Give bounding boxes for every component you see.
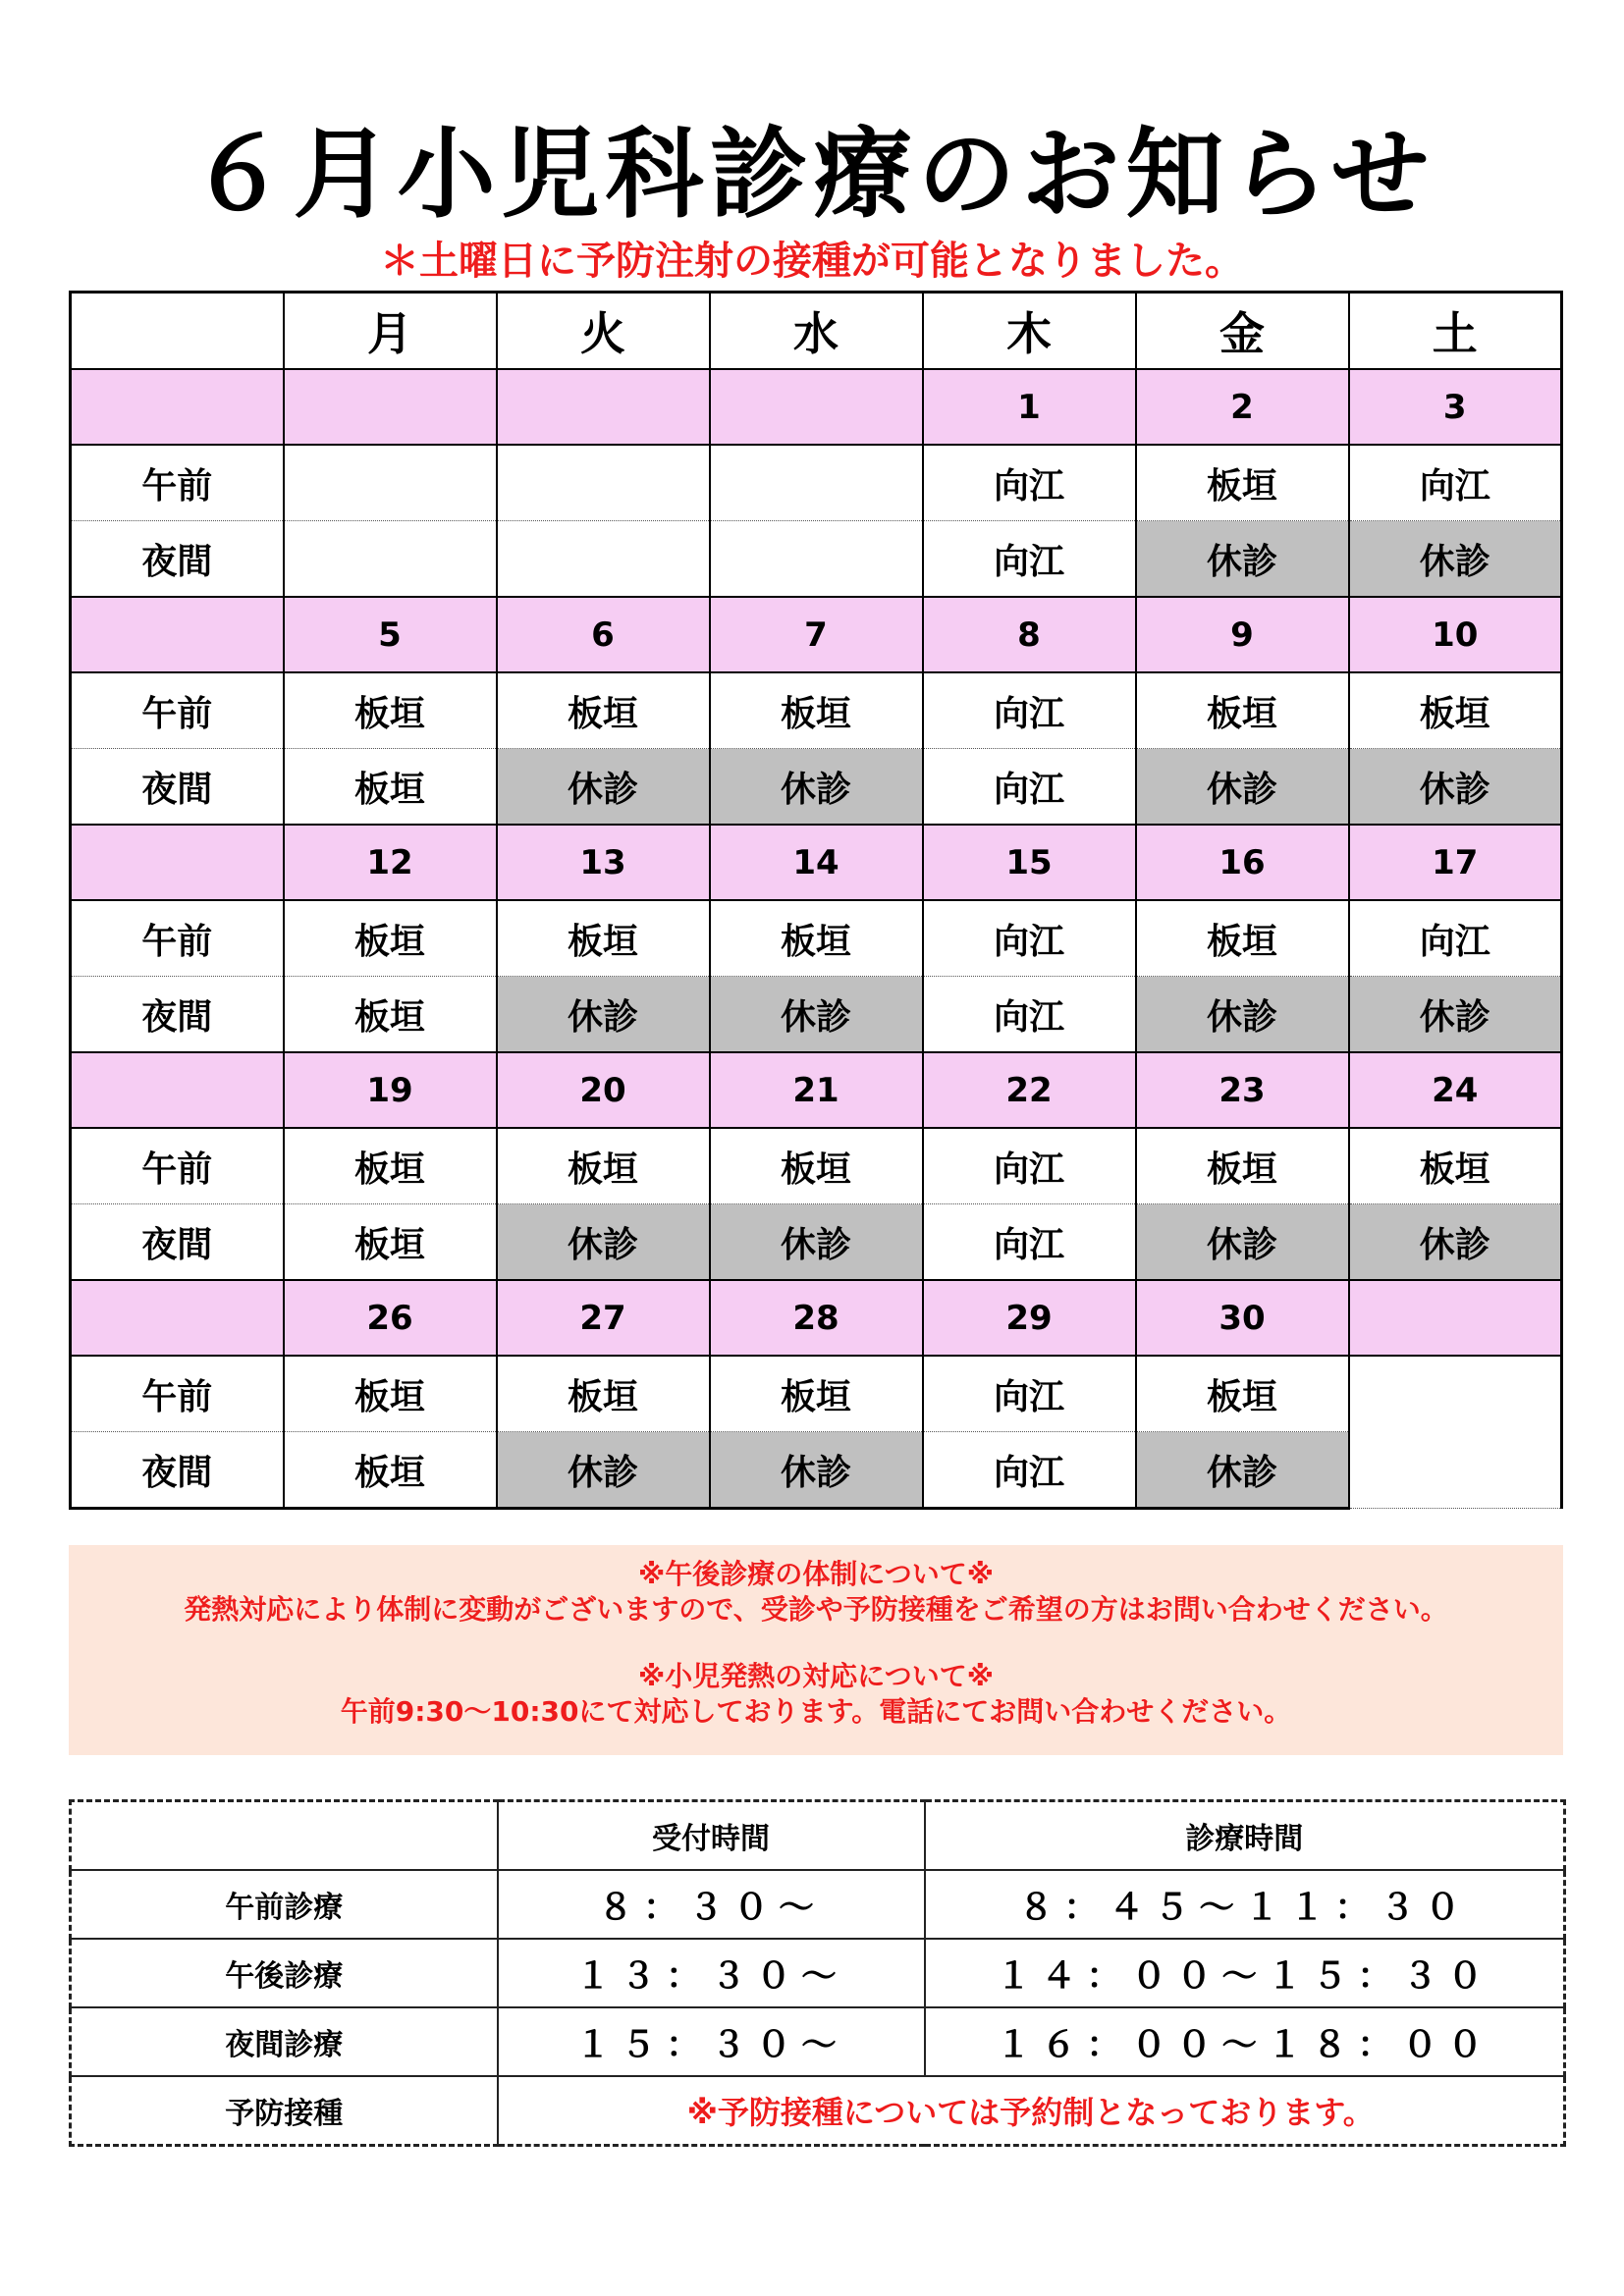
am-doctor-cell: 板垣 (497, 672, 710, 749)
hours-row-night (71, 2007, 1565, 2076)
hours-label: 予防接種 (71, 2076, 498, 2146)
date-cell: 1 (923, 369, 1136, 445)
am-label: 午前 (71, 1356, 284, 1432)
am-doctor-cell: 板垣 (284, 900, 497, 977)
date-cell: 13 (497, 825, 710, 900)
pm-doctor-cell: 休診 (710, 1204, 923, 1281)
date-cell: 29 (923, 1280, 1136, 1356)
am-doctor-cell: 板垣 (284, 1356, 497, 1432)
am-doctor-cell (497, 445, 710, 521)
pm-doctor-cell: 休診 (1136, 521, 1349, 598)
am-doctor-cell: 板垣 (1136, 672, 1349, 749)
am-label: 午前 (71, 445, 284, 521)
consult-time: １６：００～１８：００ (925, 2007, 1565, 2076)
consult-time: ８：４５～１１：３０ (925, 1870, 1565, 1939)
date-cell: 7 (710, 597, 923, 672)
date-cell: 21 (710, 1052, 923, 1128)
hours-label: 午後診療 (71, 1939, 498, 2007)
pm-doctor-cell: 休診 (497, 1432, 710, 1509)
pm-doctor-cell: 休診 (1349, 1204, 1562, 1281)
am-label: 午前 (71, 1128, 284, 1204)
am-doctor-cell (710, 445, 923, 521)
date-row-label-cell (71, 1052, 284, 1128)
date-cell: 27 (497, 1280, 710, 1356)
pm-doctor-cell: 休診 (1136, 1204, 1349, 1281)
date-row-label-cell (71, 597, 284, 672)
hours-table (69, 1799, 1566, 2147)
am-doctor-cell: 板垣 (710, 900, 923, 977)
hours-corner (71, 1801, 498, 1871)
consult-header: 診療時間 (925, 1801, 1565, 1871)
pm-doctor-cell (284, 521, 497, 598)
am-doctor-cell: 向江 (923, 1356, 1136, 1432)
pm-doctor-cell: 板垣 (284, 1204, 497, 1281)
date-row-label-cell (71, 1280, 284, 1356)
pm-doctor-cell: 休診 (1349, 977, 1562, 1053)
am-doctor-cell (284, 445, 497, 521)
date-cell: 12 (284, 825, 497, 900)
am-row (71, 1356, 1562, 1432)
date-cell: 8 (923, 597, 1136, 672)
am-doctor-cell: 板垣 (1349, 672, 1562, 749)
date-row (71, 1280, 1562, 1356)
date-row (71, 369, 1562, 445)
pm-doctor-cell: 板垣 (284, 977, 497, 1053)
header-corner-cell (71, 293, 284, 370)
am-doctor-cell: 板垣 (1136, 1356, 1349, 1432)
page-title: ６月小児科診療のお知らせ (189, 117, 1435, 232)
am-doctor-cell: 板垣 (710, 1356, 923, 1432)
am-doctor-cell: 向江 (923, 1128, 1136, 1204)
pm-doctor-cell: 休診 (497, 977, 710, 1053)
date-row-label-cell (71, 369, 284, 445)
page-subtitle: ＊土曜日に予防注射の接種が可能となりました。 (380, 239, 1244, 284)
pm-label: 夜間 (71, 977, 284, 1053)
consult-time: １４：００～１５：３０ (925, 1939, 1565, 2007)
pm-doctor-cell: 休診 (1136, 749, 1349, 826)
weekday-header: 金 (1136, 293, 1349, 370)
date-cell: 2 (1136, 369, 1349, 445)
notice-box (69, 1545, 1563, 1755)
am-doctor-cell: 板垣 (1136, 900, 1349, 977)
am-doctor-cell: 板垣 (1136, 445, 1349, 521)
pm-doctor-cell: 板垣 (284, 1432, 497, 1509)
date-cell: 14 (710, 825, 923, 900)
pm-doctor-cell: 休診 (497, 749, 710, 826)
weekday-header: 水 (710, 293, 923, 370)
pm-doctor-cell: 休診 (710, 1432, 923, 1509)
am-doctor-cell: 向江 (923, 445, 1136, 521)
pm-row (71, 749, 1562, 826)
am-row (71, 1128, 1562, 1204)
empty-cell (1349, 1356, 1562, 1509)
weekday-header: 火 (497, 293, 710, 370)
pm-row (71, 1204, 1562, 1281)
date-row (71, 1052, 1562, 1128)
weekday-header: 土 (1349, 293, 1562, 370)
reception-time: １３：３０～ (498, 1939, 925, 2007)
pm-doctor-cell: 向江 (923, 749, 1136, 826)
date-cell: 10 (1349, 597, 1562, 672)
reception-time: １５：３０～ (498, 2007, 925, 2076)
am-doctor-cell: 板垣 (284, 672, 497, 749)
date-cell (497, 369, 710, 445)
date-cell: 5 (284, 597, 497, 672)
date-cell: 19 (284, 1052, 497, 1128)
pm-doctor-cell: 板垣 (284, 749, 497, 826)
am-doctor-cell: 向江 (1349, 445, 1562, 521)
am-doctor-cell: 向江 (923, 900, 1136, 977)
date-cell: 16 (1136, 825, 1349, 900)
reception-time: ８：３０～ (498, 1870, 925, 1939)
hours-row-afternoon (71, 1939, 1565, 2007)
am-doctor-cell: 板垣 (497, 1356, 710, 1432)
date-cell: 30 (1136, 1280, 1349, 1356)
pm-doctor-cell: 向江 (923, 1204, 1136, 1281)
hours-row-morning (71, 1870, 1565, 1939)
am-doctor-cell: 向江 (923, 672, 1136, 749)
hours-label: 午前診療 (71, 1870, 498, 1939)
pm-doctor-cell: 休診 (1136, 977, 1349, 1053)
hours-header-row (71, 1801, 1565, 1871)
am-doctor-cell: 向江 (1349, 900, 1562, 977)
date-cell (710, 369, 923, 445)
pm-row (71, 977, 1562, 1053)
notice-heading-afternoon: ※午後診療の体制について※ (638, 1558, 994, 1590)
pm-doctor-cell: 休診 (710, 749, 923, 826)
am-doctor-cell: 板垣 (710, 1128, 923, 1204)
am-row (71, 672, 1562, 749)
pm-row (71, 1432, 1562, 1509)
date-cell: 24 (1349, 1052, 1562, 1128)
date-row (71, 825, 1562, 900)
am-doctor-cell: 板垣 (1136, 1128, 1349, 1204)
date-cell (284, 369, 497, 445)
date-cell: 23 (1136, 1052, 1349, 1128)
pm-doctor-cell (497, 521, 710, 598)
date-cell: 6 (497, 597, 710, 672)
am-row (71, 900, 1562, 977)
date-cell: 17 (1349, 825, 1562, 900)
date-cell: 26 (284, 1280, 497, 1356)
notice-text-afternoon: 発熱対応により体制に変動がございますので、受診や予防接種をご希望の方はお問い合わせください。 (184, 1593, 1448, 1626)
am-doctor-cell: 板垣 (284, 1128, 497, 1204)
pm-label: 夜間 (71, 521, 284, 598)
am-doctor-cell: 板垣 (710, 672, 923, 749)
date-row (71, 597, 1562, 672)
am-doctor-cell: 板垣 (1349, 1128, 1562, 1204)
am-doctor-cell: 板垣 (497, 1128, 710, 1204)
notice-heading-fever: ※小児発熱の対応について※ (638, 1660, 994, 1692)
date-cell: 22 (923, 1052, 1136, 1128)
pm-doctor-cell: 休診 (497, 1204, 710, 1281)
date-cell (1349, 1280, 1562, 1356)
pm-doctor-cell (710, 521, 923, 598)
date-cell: 28 (710, 1280, 923, 1356)
am-row (71, 445, 1562, 521)
am-doctor-cell: 板垣 (497, 900, 710, 977)
pm-doctor-cell: 向江 (923, 1432, 1136, 1509)
vaccine-note: ※予防接種については予約制となっております。 (498, 2076, 1565, 2146)
date-cell: 20 (497, 1052, 710, 1128)
pm-doctor-cell: 向江 (923, 521, 1136, 598)
date-cell: 3 (1349, 369, 1562, 445)
reception-header: 受付時間 (498, 1801, 925, 1871)
pm-row (71, 521, 1562, 598)
pm-label: 夜間 (71, 749, 284, 826)
date-row-label-cell (71, 825, 284, 900)
pm-doctor-cell: 休診 (710, 977, 923, 1053)
notice-text-fever: 午前9:30～10:30にて対応しております。電話にてお問い合わせください。 (340, 1695, 1292, 1728)
date-cell: 15 (923, 825, 1136, 900)
hours-row-vaccine (71, 2076, 1565, 2146)
date-cell: 9 (1136, 597, 1349, 672)
weekday-header: 月 (284, 293, 497, 370)
pm-label: 夜間 (71, 1204, 284, 1281)
pm-doctor-cell: 向江 (923, 977, 1136, 1053)
weekday-header-row (71, 293, 1562, 370)
pm-label: 夜間 (71, 1432, 284, 1509)
schedule-calendar (69, 291, 1563, 1510)
am-label: 午前 (71, 672, 284, 749)
am-label: 午前 (71, 900, 284, 977)
pm-doctor-cell: 休診 (1349, 521, 1562, 598)
pm-doctor-cell: 休診 (1136, 1432, 1349, 1509)
hours-label: 夜間診療 (71, 2007, 498, 2076)
weekday-header: 木 (923, 293, 1136, 370)
pm-doctor-cell: 休診 (1349, 749, 1562, 826)
